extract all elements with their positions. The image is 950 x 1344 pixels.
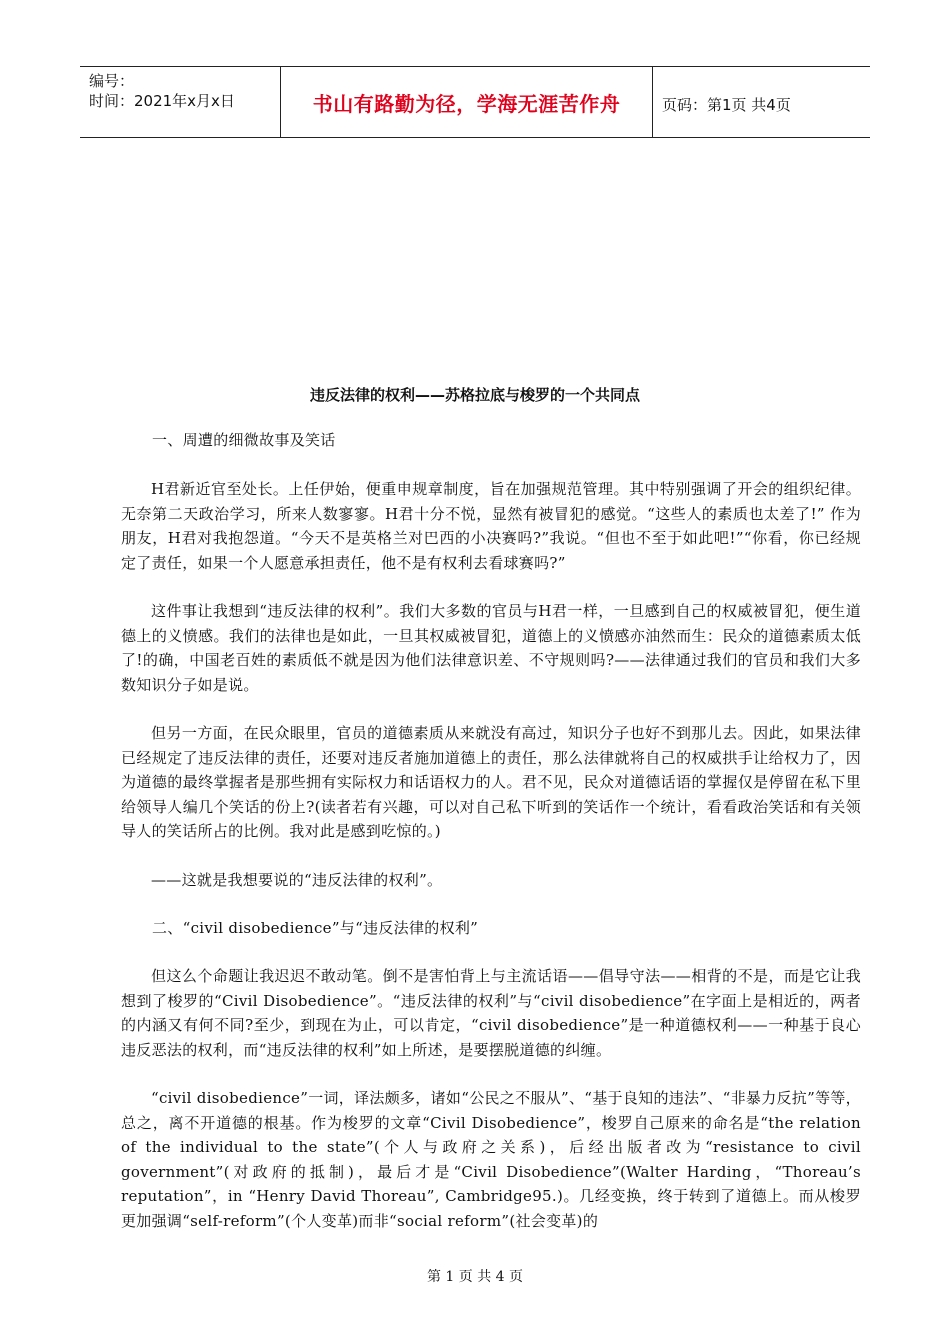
article-title: 违反法律的权利——苏格拉底与梭罗的一个共同点	[309, 386, 640, 404]
paragraph-5: 但这么个命题让我迟迟不敢动笔。倒不是害怕背上与主流话语——倡导守法——相背的不是，而是它让我想到了梭罗的“Civil Disobedience”。“违反法律的权利”与“civil disobedience”在字面上是相近的，两者的内涵又有何不同?至少，到现在为止，可以肯定，“civil disobedience”是一种道德权利——一种基于良心违反恶法的权利，而“违反法律的权利”如上所述，是要摆脱道德的纠缠。	[121, 967, 861, 1059]
header-meta	[80, 67, 280, 137]
page-footer: 第 1 页 共 4 页	[426, 1269, 524, 1285]
paragraph-3: 但另一方面，在民众眼里，官员的道德素质从来就没有高过，知识分子也好不到那儿去。因此，如果法律已经规定了违反法律的责任，还要对违反者施加道德上的责任，那么法律就将自己的权威拱手让给权力了，因为道德的最终掌握者是那些拥有实际权力和话语权力的人。君不见，民众对道德话语的掌握仅是停留在私下里给领导人编几个笑话的份上?(读者若有兴趣，可以对自己私下听到的笑话作一个统计，看看政治笑话和有关领导人的笑话所占的比例。我对此是感到吃惊的。)	[121, 724, 861, 840]
motto-banner: 书山有路勤为径，学海无涯苦作舟	[280, 67, 653, 137]
page-info: 页码：第1页 共4页	[662, 96, 791, 114]
date-label: 时间：2021年x月x日	[89, 92, 235, 110]
paragraph-4: ——这就是我想要说的“违反法律的权利”。	[151, 871, 443, 889]
number-label: 编号：	[89, 72, 135, 90]
paragraph-6: “civil disobedience”一词，译法颇多，诸如“公民之不服从”、“基于良知的违法”、“非暴力反抗”等等，总之，离不开道德的根基。作为梭罗的文章“Civil Disobedience”，梭罗自己原来的命名是“the relation of the individual to the state”(个人与政府之关系)，后经出版者改为“resistance to civil government”(对政府的抵制)，最后才是“Civil Disobedience”(Walter Harding，“Thoreau’s reputation”，in “Henry David Thoreau”, Cambridge95.)。几经变换，终于转到了道德上。而从梭罗更加强调“self-reform”(个人变革)而非“social reform”(社会变革)的	[121, 1089, 861, 1230]
document-header	[80, 66, 870, 138]
section-heading-1: 一、周遭的细微故事及笑话	[152, 431, 336, 449]
paragraph-2: 这件事让我想到“违反法律的权利”。我们大多数的官员与H君一样，一旦感到自己的权威被冒犯，便生道德上的义愤感。我们的法律也是如此，一旦其权威被冒犯，道德上的义愤感亦油然而生：民众的道德素质太低了!的确，中国老百姓的素质低不就是因为他们法律意识差、不守规则吗?——法律通过我们的官员和我们大多数知识分子如是说。	[121, 602, 861, 694]
paragraph-1: H君新近官至处长。上任伊始，便重申规章制度，旨在加强规范管理。其中特别强调了开会的组织纪律。无奈第二天政治学习，所来人数寥寥。H君十分不悦，显然有被冒犯的感觉。“这些人的素质也太差了!” 作为朋友，H君对我抱怨道。“今天不是英格兰对巴西的小决赛吗?”我说。“但也不至于如此吧!”“你看，你已经规定了责任，如果一个人愿意承担责任，他不是有权利去看球赛吗?”	[121, 480, 861, 572]
section-heading-2: 二、“civil disobedience”与“违反法律的权利”	[152, 919, 479, 937]
